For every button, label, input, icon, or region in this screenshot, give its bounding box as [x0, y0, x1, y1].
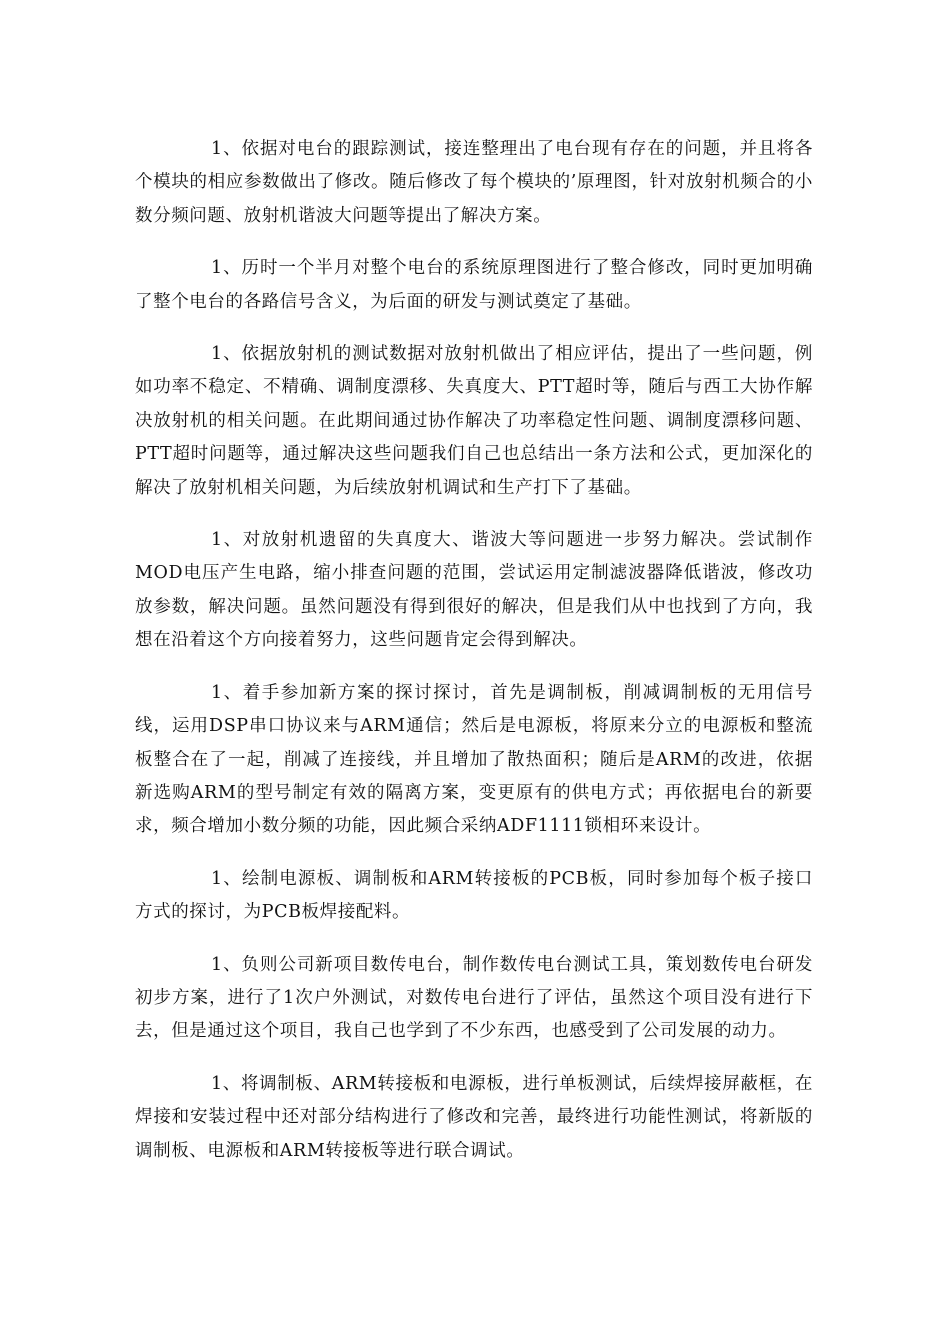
document-body	[135, 133, 813, 1187]
paragraph-5: 1、着手参加新方案的探讨探讨，首先是调制板，削减调制板的无用信号线，运用DSP串口协议来与ARM通信；然后是电源板，将原来分立的电源板和整流板整合在了一起，削减了连接线，并且增加了散热面积；随后是ARM的改进，依据新选购ARM的型号制定有效的隔离方案，变更原有的供电方式；再依据电台的新要求，频合增加小数分频的功能，因此频合采纳ADF1111锁相环来设计。	[135, 682, 813, 837]
paragraph-1: 1、依据对电台的跟踪测试，接连整理出了电台现有存在的问题，并且将各个模块的相应参数做出了修改。随后修改了每个模块的’原理图，针对放射机频合的小数分频问题、放射机谐波大问题等提出了解决方案。	[135, 139, 813, 226]
paragraph-4: 1、对放射机遗留的失真度大、谐波大等问题进一步努力解决。尝试制作MOD电压产生电路，缩小排查问题的范围，尝试运用定制滤波器降低谐波，修改功放参数，解决问题。虽然问题没有得到很好的解决，但是我们从中也找到了方向，我想在沿着这个方向接着努力，这些问题肯定会得到解决。	[135, 530, 813, 651]
paragraph-6: 1、绘制电源板、调制板和ARM转接板的PCB板，同时参加每个板子接口方式的探讨，为PCB板焊接配料。	[135, 868, 813, 923]
paragraph-2: 1、历时一个半月对整个电台的系统原理图进行了整合修改，同时更加明确了整个电台的各路信号含义，为后面的研发与测试奠定了基础。	[135, 258, 813, 312]
paragraph-8: 1、将调制板、ARM转接板和电源板，进行单板测试，后续焊接屏蔽框，在焊接和安装过程中还对部分结构进行了修改和完善，最终进行功能性测试，将新版的调制板、电源板和ARM转接板等进行联合调试。	[135, 1073, 813, 1161]
paragraph-3: 1、依据放射机的测试数据对放射机做出了相应评估，提出了一些问题，例如功率不稳定、不精确、调制度漂移、失真度大、PTT超时等，随后与西工大协作解决放射机的相关问题。在此期间通过协作解决了功率稳定性问题、调制度漂移问题、PTT超时问题等，通过解决这些问题我们自己也总结出一条方法和公式，更加深化的解决了放射机相关问题，为后续放射机调试和生产打下了基础。	[135, 344, 813, 498]
paragraph-7: 1、负则公司新项目数传电台，制作数传电台测试工具，策划数传电台研发初步方案，进行了1次户外测试，对数传电台进行了评估，虽然这个项目没有进行下去，但是通过这个项目，我自己也学到了不少东西，也感受到了公司发展的动力。	[135, 954, 813, 1042]
